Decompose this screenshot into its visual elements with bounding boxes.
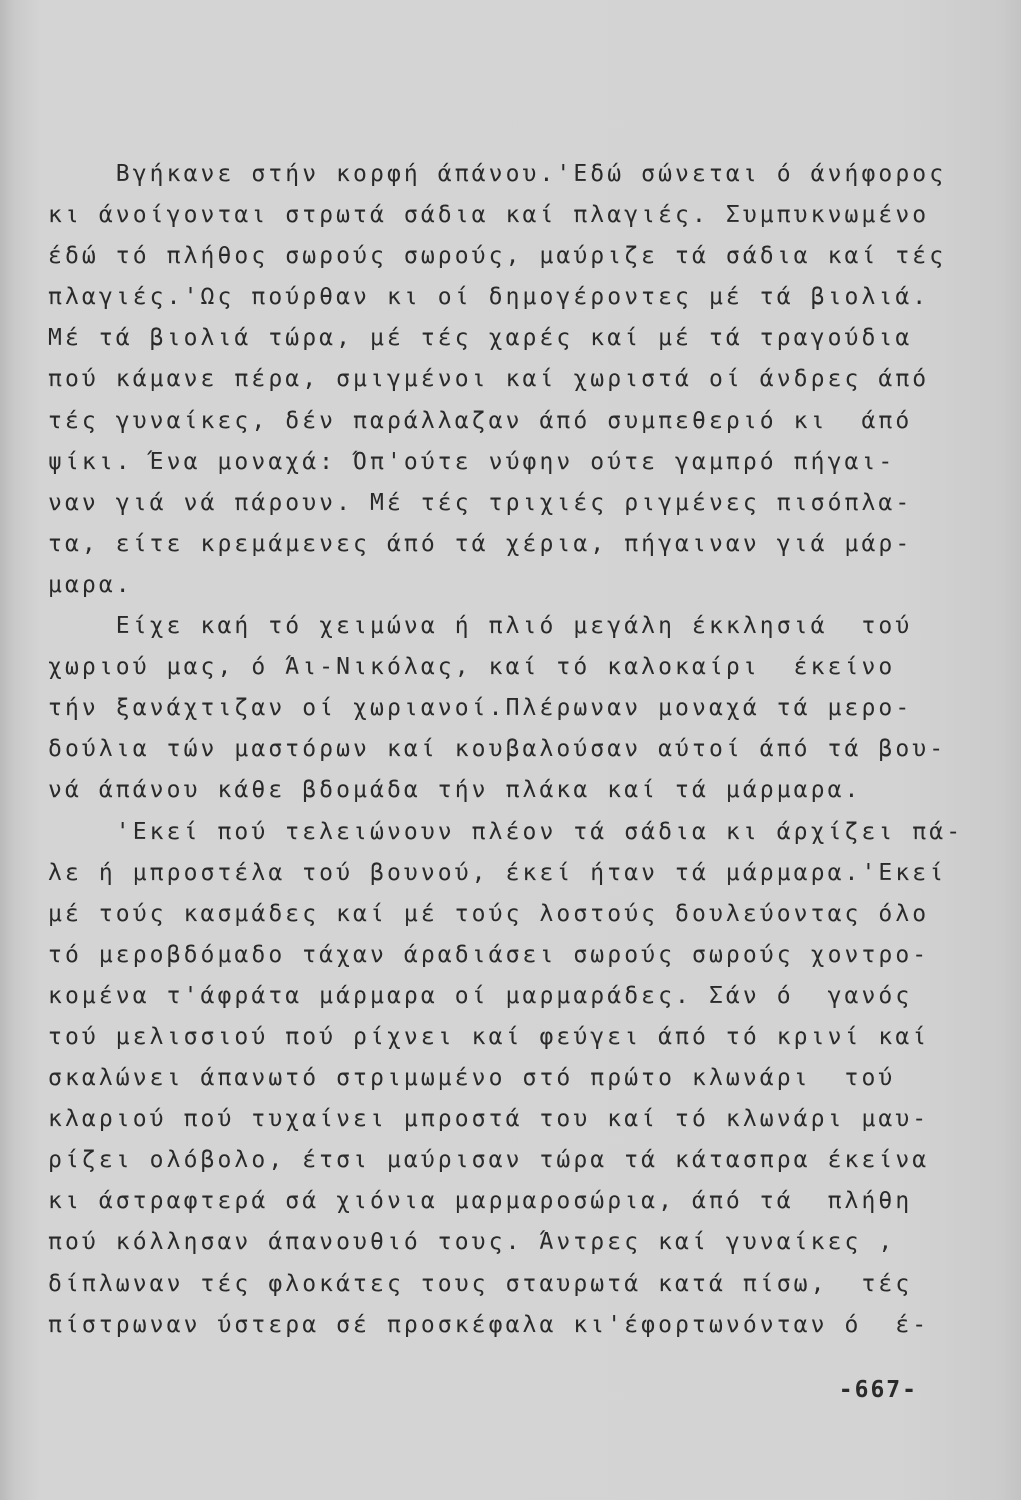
text-line: 'Εκεί πού τελειώνουν πλέον τά σάδια κι άρχίζει πά-	[48, 818, 964, 845]
text-line: χωριού μας, ό Άι-Νικόλας, καί τό καλοκαίρι έκείνο	[48, 654, 896, 681]
page-number: -667-	[838, 1377, 918, 1403]
text-line: τού μελισσιού πού ρίχνει καί φεύγει άπό τό κρινί καί	[48, 1023, 930, 1050]
text-line: κομένα τ'άφράτα μάρμαρα οί μαρμαράδες. Σάν ό γανός	[48, 982, 913, 1009]
text-line: ψίκι. Ένα μοναχά: Όπ'ούτε νύφην ούτε γαμπρό πήγαι-	[48, 448, 896, 475]
body-text	[48, 154, 964, 1346]
text-line: τές γυναίκες, δέν παράλλαζαν άπό συμπεθεριό κι άπό	[48, 407, 913, 434]
text-line: πίστρωναν ύστερα σέ προσκέφαλα κι'έφορτωνόνταν ό έ-	[48, 1311, 930, 1338]
text-line: Βγήκανε στήν κορφή άπάνου.'Εδώ σώνεται ό άνήφορος	[48, 161, 947, 187]
text-line: δούλια τών μαστόρων καί κουβαλούσαν αύτοί άπό τά βου-	[48, 736, 947, 763]
text-line: νά άπάνου κάθε βδομάδα τήν πλάκα καί τά μάρμαρα.	[48, 777, 862, 804]
text-line: δίπλωναν τές φλοκάτες τους σταυρωτά κατά πίσω, τές	[48, 1270, 913, 1297]
text-line: τό μεροβδόμαδο τάχαν άραδιάσει σωρούς σωρούς χοντρο-	[48, 941, 930, 968]
text-line: ναν γιά νά πάρουν. Μέ τές τριχιές ριγμένες πισόπλα-	[48, 489, 913, 516]
text-line: ρίζει ολόβολο, έτσι μαύρισαν τώρα τά κάτασπρα έκείνα	[48, 1147, 930, 1174]
text-line: πού κόλλησαν άπανουθιό τους. Άντρες καί γυναίκες ,	[48, 1229, 896, 1256]
text-line: πού κάμανε πέρα, σμιγμένοι καί χωριστά οί άνδρες άπό	[48, 366, 930, 393]
text-line: τα, είτε κρεμάμενες άπό τά χέρια, πήγαιναν γιά μάρ-	[48, 530, 913, 557]
text-line: σκαλώνει άπανωτό στριμωμένο στό πρώτο κλωνάρι τού	[48, 1065, 896, 1092]
text-line: κι άστραφτερά σά χιόνια μαρμαροσώρια, άπό τά πλήθη	[48, 1188, 913, 1215]
text-line: Μέ τά βιολιά τώρα, μέ τές χαρές καί μέ τά τραγούδια	[48, 325, 913, 352]
text-line: λε ή μπροστέλα τού βουνού, έκεί ήταν τά μάρμαρα.'Εκεί	[48, 859, 947, 886]
text-line: μαρα.	[48, 571, 133, 598]
text-line: κλαριού πού τυχαίνει μπροστά του καί τό κλωνάρι μαυ-	[48, 1106, 930, 1133]
text-line: μέ τούς κασμάδες καί μέ τούς λοστούς δουλεύοντας όλο	[48, 900, 930, 927]
text-line: κι άνοίγονται στρωτά σάδια καί πλαγιές. Συμπυκνωμένο	[48, 202, 930, 229]
text-line: πλαγιές.'Ως πούρθαν κι οί δημογέροντες μέ τά βιολιά.	[48, 284, 930, 311]
text-line: τήν ξανάχτιζαν οί χωριανοί.Πλέρωναν μοναχά τά μερο-	[48, 695, 913, 722]
text-line: έδώ τό πλήθος σωρούς σωρούς, μαύριζε τά σάδια καί τές	[48, 243, 947, 270]
text-line: Είχε καή τό χειμώνα ή πλιό μεγάλη έκκλησιά τού	[48, 613, 913, 640]
